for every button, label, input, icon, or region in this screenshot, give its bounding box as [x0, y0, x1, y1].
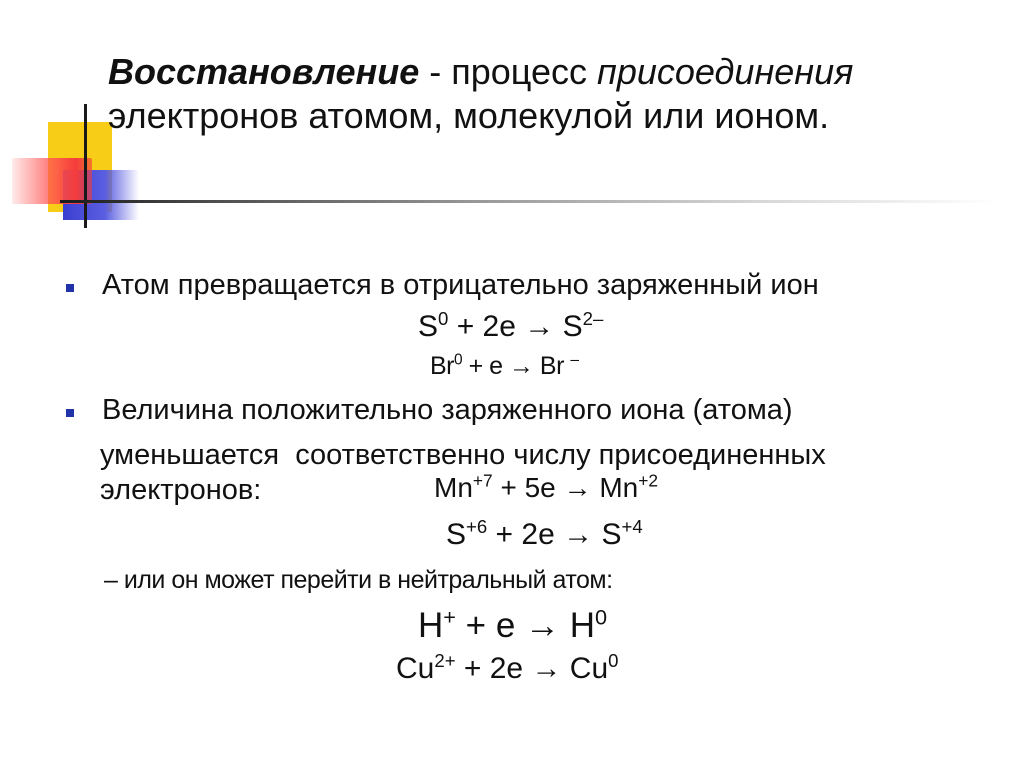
title-line-1: [108, 50, 988, 94]
eq6-left: Cu: [396, 652, 435, 685]
eq2-right-charge: –: [570, 351, 579, 369]
eq3-right: + 5e → Mn: [492, 472, 639, 503]
bullet-2-line-1: Величина положительно заряженного иона (атома): [102, 394, 793, 426]
eq5-left: H: [418, 606, 444, 645]
equation-hydrogen-reduction: [418, 606, 607, 646]
title-emphasis: присоединения: [597, 51, 854, 92]
title-line-2: электронов атомом, молекулой или ионом.: [108, 95, 830, 136]
eq3-right-charge: +2: [638, 470, 659, 491]
bullet-1-text: Атом превращается в отрицательно заряженный ион: [102, 269, 819, 301]
decor-red-square: [12, 158, 92, 204]
equation-copper-reduction: [396, 652, 618, 686]
eq2-right: + e → Br: [462, 352, 571, 380]
eq4-left-charge: +6: [466, 516, 488, 537]
eq1-left: S: [418, 310, 439, 343]
eq2-left: Br: [430, 352, 454, 380]
equation-sulfur-oxidation-state: [446, 518, 643, 552]
eq6-right-charge: 0: [608, 650, 619, 671]
equation-bromine-reduction: [430, 352, 578, 381]
decor-horizontal-line: [60, 200, 1000, 203]
bullet-2-line-3: электронов:: [100, 474, 262, 506]
eq3-left: Mn: [434, 472, 473, 503]
eq3-left-charge: +7: [472, 470, 493, 491]
eq4-right-charge: +4: [621, 516, 643, 537]
eq4-right: + 2e → S: [487, 518, 622, 551]
title-term: Восстановление: [108, 51, 420, 92]
equation-manganese-reduction: [434, 472, 658, 504]
eq1-right-charge: 2–: [582, 308, 604, 329]
title-separator: - процесс: [419, 51, 598, 92]
eq6-right: + 2e → Cu: [455, 652, 609, 685]
eq4-left: S: [446, 518, 467, 551]
eq1-right: + 2e → S: [448, 310, 583, 343]
eq5-right: + e → H: [455, 606, 596, 645]
eq2-left-charge: 0: [454, 351, 463, 369]
bullet-2-marker: [66, 409, 74, 417]
eq6-left-charge: 2+: [434, 650, 456, 671]
slide-title: [108, 50, 988, 138]
equation-sulfur-reduction: [418, 310, 603, 344]
note-neutral-atom: – или он может перейти в нейтральный атом:: [104, 566, 613, 594]
eq1-left-charge: 0: [438, 308, 449, 329]
decor-vertical-line: [84, 104, 87, 228]
eq5-right-charge: 0: [595, 604, 608, 630]
bullet-2-line-2: уменьшается соответственно числу присоединенных: [100, 439, 826, 471]
bullet-1-marker: [66, 284, 74, 292]
eq5-left-charge: +: [443, 604, 456, 630]
